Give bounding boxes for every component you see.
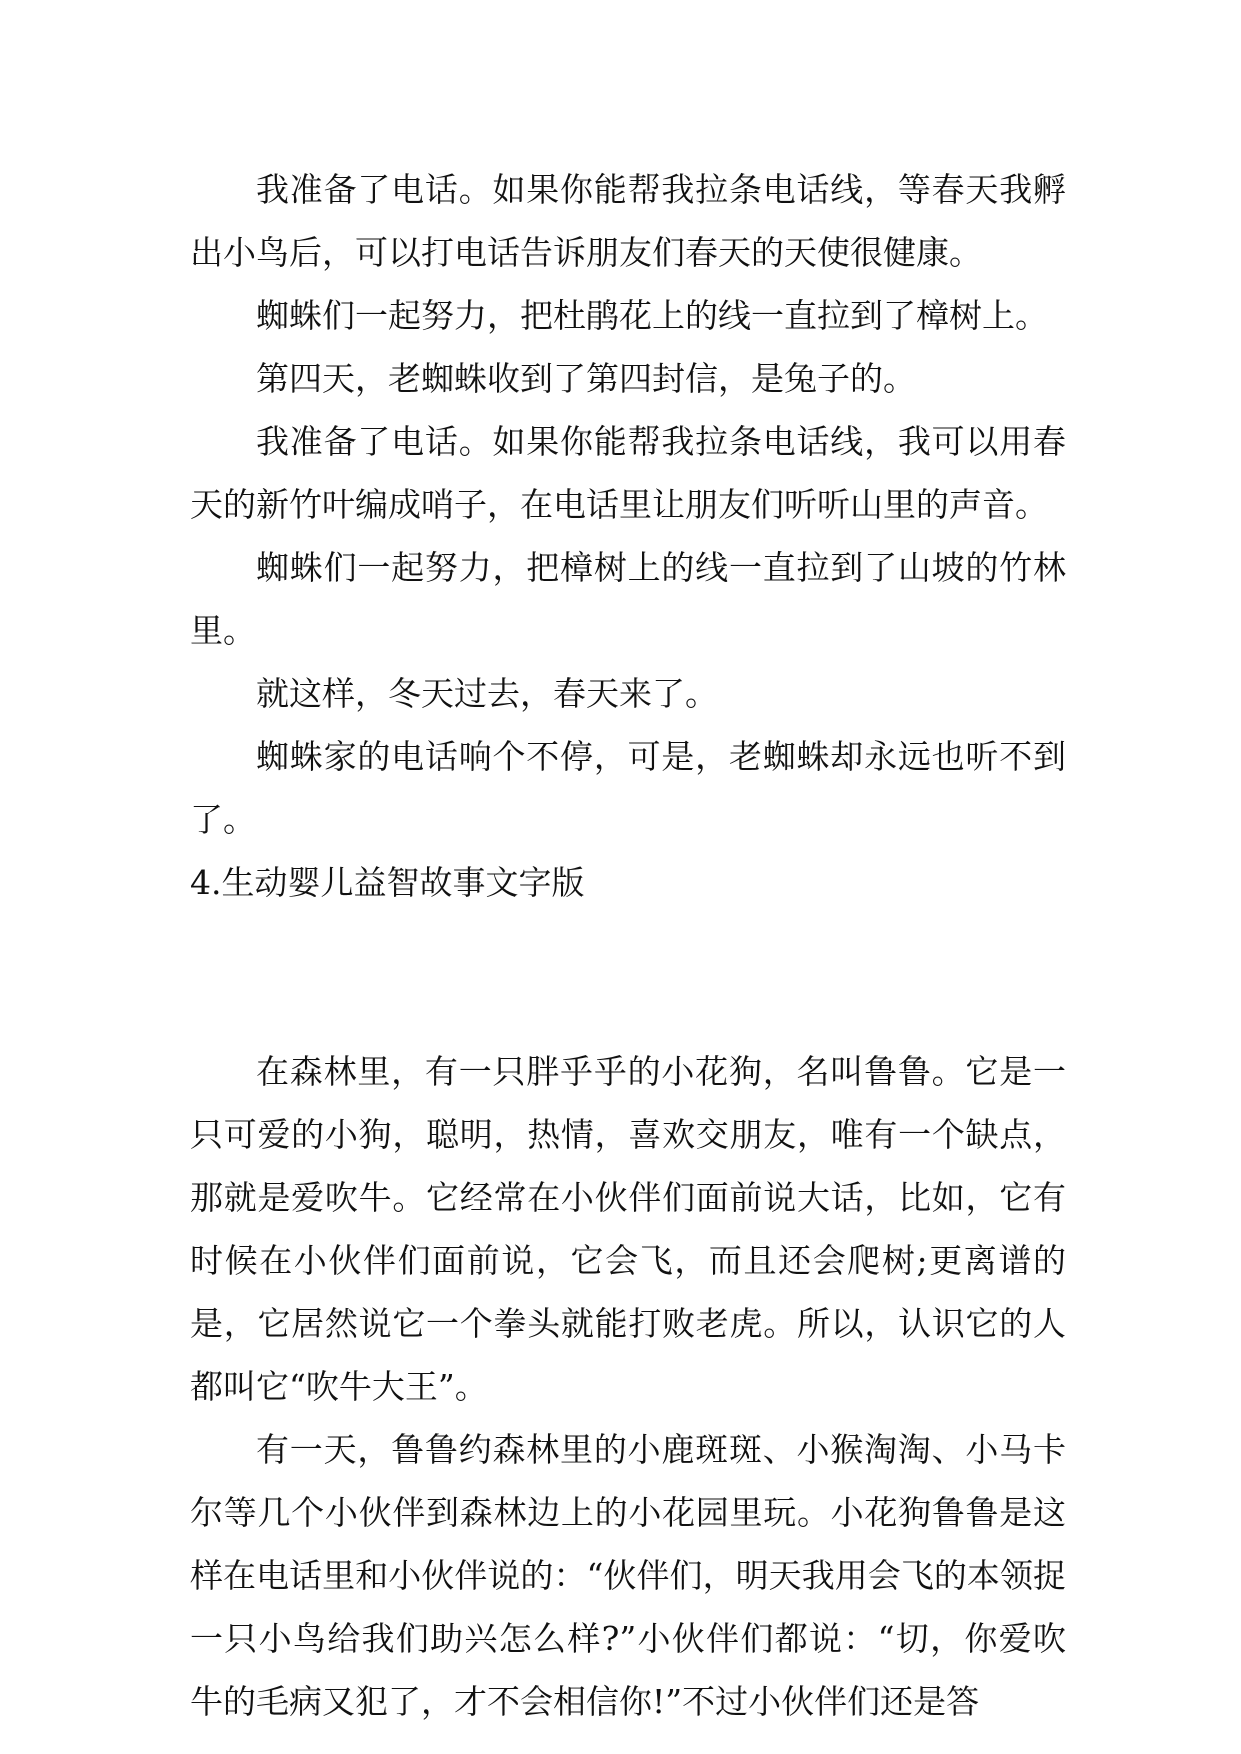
paragraph: 有一天，鲁鲁约森林里的小鹿斑斑、小猴淘淘、小马卡尔等几个小伙伴到森林边上的小花园里玩。小花狗鲁鲁是这样在电话里和小伙伴说的：“伙伴们，明天我用会飞的本领捉一只小鸟给我们助兴怎么样?”小伙伴们都说：“切，你爱吹牛的毛病又犯了，才不会相信你!”不过小伙伴们还是答 — [190, 1430, 1066, 1721]
blank-space — [190, 914, 1066, 1040]
paragraph: 蜘蛛家的电话响个不停，可是，老蜘蛛却永远也听不到了。 — [190, 737, 1066, 839]
paragraph: 第四天，老蜘蛛收到了第四封信，是兔子的。 — [256, 359, 916, 398]
paragraph: 蜘蛛们一起努力，把杜鹃花上的线一直拉到了樟树上。 — [256, 296, 1048, 335]
paragraph: 我准备了电话。如果你能帮我拉条电话线，我可以用春天的新竹叶编成哨子，在电话里让朋友们听听山里的声音。 — [190, 422, 1066, 524]
section-heading: 4.生动婴儿益智故事文字版 — [190, 863, 585, 902]
paragraph: 蜘蛛们一起努力，把樟树上的线一直拉到了山坡的竹林里。 — [190, 548, 1066, 650]
paragraph: 在森林里，有一只胖乎乎的小花狗，名叫鲁鲁。它是一只可爱的小狗，聪明，热情，喜欢交朋友，唯有一个缺点，那就是爱吹牛。它经常在小伙伴们面前说大话，比如，它有时候在小伙伴们面前说，它会飞，而且还会爬树;更离谱的是，它居然说它一个拳头就能打败老虎。所以，认识它的人都叫它“吹牛大王”。 — [190, 1052, 1066, 1406]
document-page — [190, 158, 1066, 1733]
paragraph: 我准备了电话。如果你能帮我拉条电话线，等春天我孵出小鸟后，可以打电话告诉朋友们春天的天使很健康。 — [190, 170, 1066, 272]
paragraph: 就这样，冬天过去，春天来了。 — [256, 674, 718, 713]
